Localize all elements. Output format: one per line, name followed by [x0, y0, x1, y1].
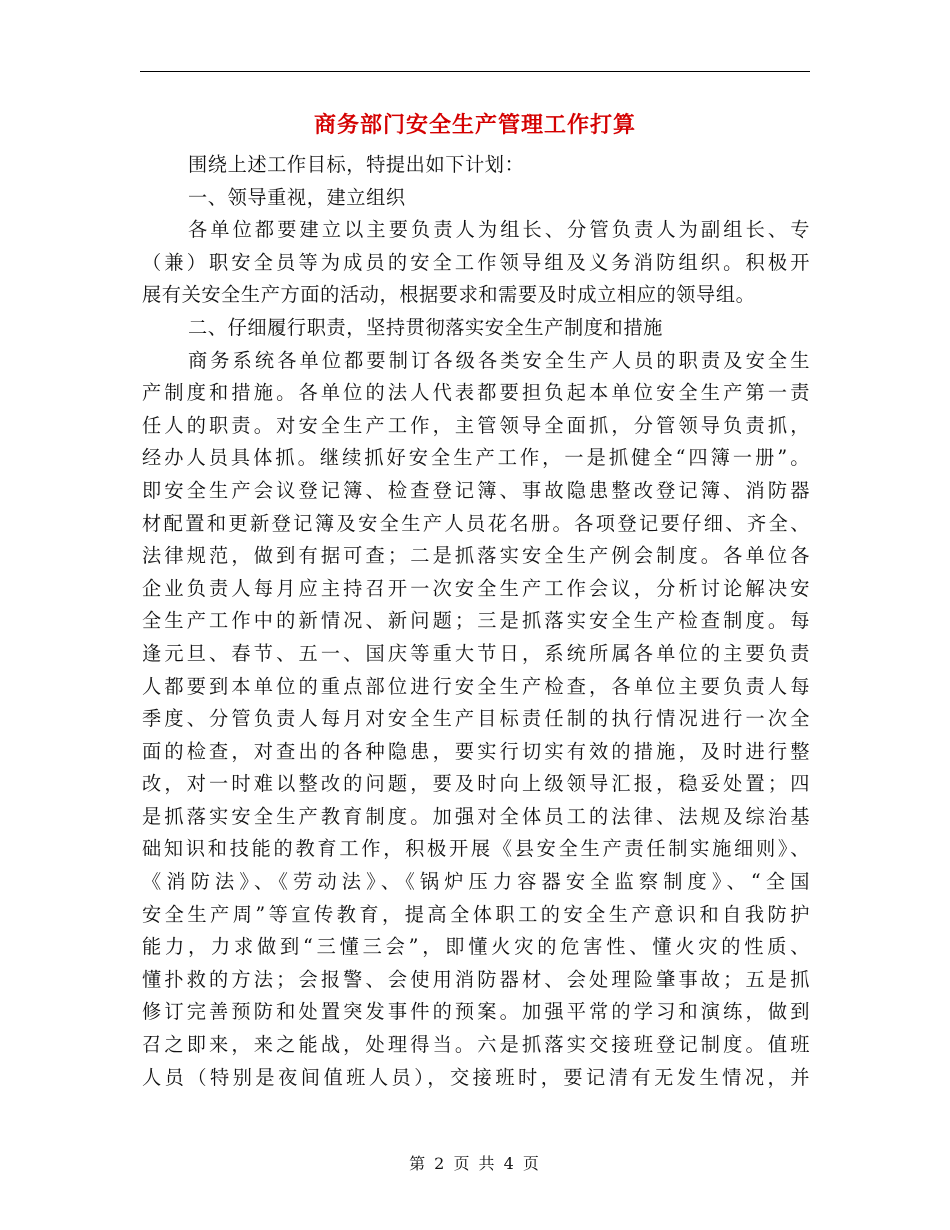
body-text-line: 是抓落实安全生产教育制度。加强对全体员工的法律、法规及综治基: [142, 804, 810, 828]
body-text-line: 围绕上述工作目标，特提出如下计划：: [188, 153, 525, 176]
header-rule: [140, 71, 810, 72]
body-text-line: 经办人员具体抓。继续抓好安全生产工作，一是抓健全“四簿一册”。: [142, 446, 810, 470]
body-text-line: 季度、分管负责人每月对安全生产目标责任制的执行情况进行一次全: [142, 707, 810, 731]
body-text-line: 《消防法》、《劳动法》、《锅炉压力容器安全监察制度》、“全国: [142, 870, 810, 894]
body-text-line: 安全生产周”等宣传教育，提高全体职工的安全生产意识和自我防护: [142, 902, 810, 926]
body-text-line: 召之即来，来之能战，处理得当。六是抓落实交接班登记制度。值班: [142, 1033, 810, 1057]
body-text-line: 人都要到本单位的重点部位进行安全生产检查，各单位主要负责人每: [142, 674, 810, 698]
body-text-line: 产制度和措施。各单位的法人代表都要担负起本单位安全生产第一责: [142, 381, 810, 405]
body-text-line: 逢元旦、春节、五一、国庆等重大节日，系统所属各单位的主要负责: [142, 641, 810, 665]
body-text-line: 一、领导重视，建立组织: [188, 185, 406, 209]
body-text-line: 法律规范，做到有据可查；二是抓落实安全生产例会制度。各单位各: [142, 544, 810, 568]
body-text-line: 全生产工作中的新情况、新问题；三是抓落实安全生产检查制度。每: [142, 609, 810, 633]
body-text-line: （兼）职安全员等为成员的安全工作领导组及义务消防组织。积极开: [142, 250, 810, 274]
body-text-line: 二、仔细履行职责，坚持贯彻落实安全生产制度和措施: [188, 315, 663, 339]
document-body: [142, 149, 810, 1094]
page-number-footer: 第 2 页 共 4 页: [409, 1154, 541, 1173]
body-text-line: 人员（特别是夜间值班人员），交接班时，要记清有无发生情况，并: [142, 1065, 810, 1089]
body-text-line: 各单位都要建立以主要负责人为组长、分管负责人为副组长、专: [188, 218, 810, 242]
body-text-line: 能力，力求做到“三懂三会”，即懂火灾的危害性、懂火灾的性质、: [142, 935, 810, 959]
body-text-line: 即安全生产会议登记簿、检查登记簿、事故隐患整改登记簿、消防器: [142, 478, 810, 502]
body-text-line: 懂扑救的方法；会报警、会使用消防器材、会处理险肇事故；五是抓: [142, 967, 810, 991]
document-title: 商务部门安全生产管理工作打算: [313, 112, 636, 138]
body-text-line: 企业负责人每月应主持召开一次安全生产工作会议，分析讨论解决安: [142, 576, 810, 600]
body-text-line: 改，对一时难以整改的问题，要及时向上级领导汇报，稳妥处置；四: [142, 772, 810, 796]
body-text-line: 任人的职责。对安全生产工作，主管领导全面抓，分管领导负责抓，: [142, 413, 810, 437]
body-text-line: 面的检查，对查出的各种隐患，要实行切实有效的措施，及时进行整: [142, 739, 810, 763]
body-text-line: 础知识和技能的教育工作，积极开展《县安全生产责任制实施细则》、: [142, 837, 810, 861]
body-text-line: 修订完善预防和处置突发事件的预案。加强平常的学习和演练，做到: [142, 1000, 810, 1024]
body-text-line: 展有关安全生产方面的活动，根据要求和需要及时成立相应的领导组。: [142, 283, 756, 307]
body-text-line: 商务系统各单位都要制订各级各类安全生产人员的职责及安全生: [188, 348, 810, 372]
body-text-line: 材配置和更新登记簿及安全生产人员花名册。各项登记要仔细、齐全、: [142, 511, 810, 535]
